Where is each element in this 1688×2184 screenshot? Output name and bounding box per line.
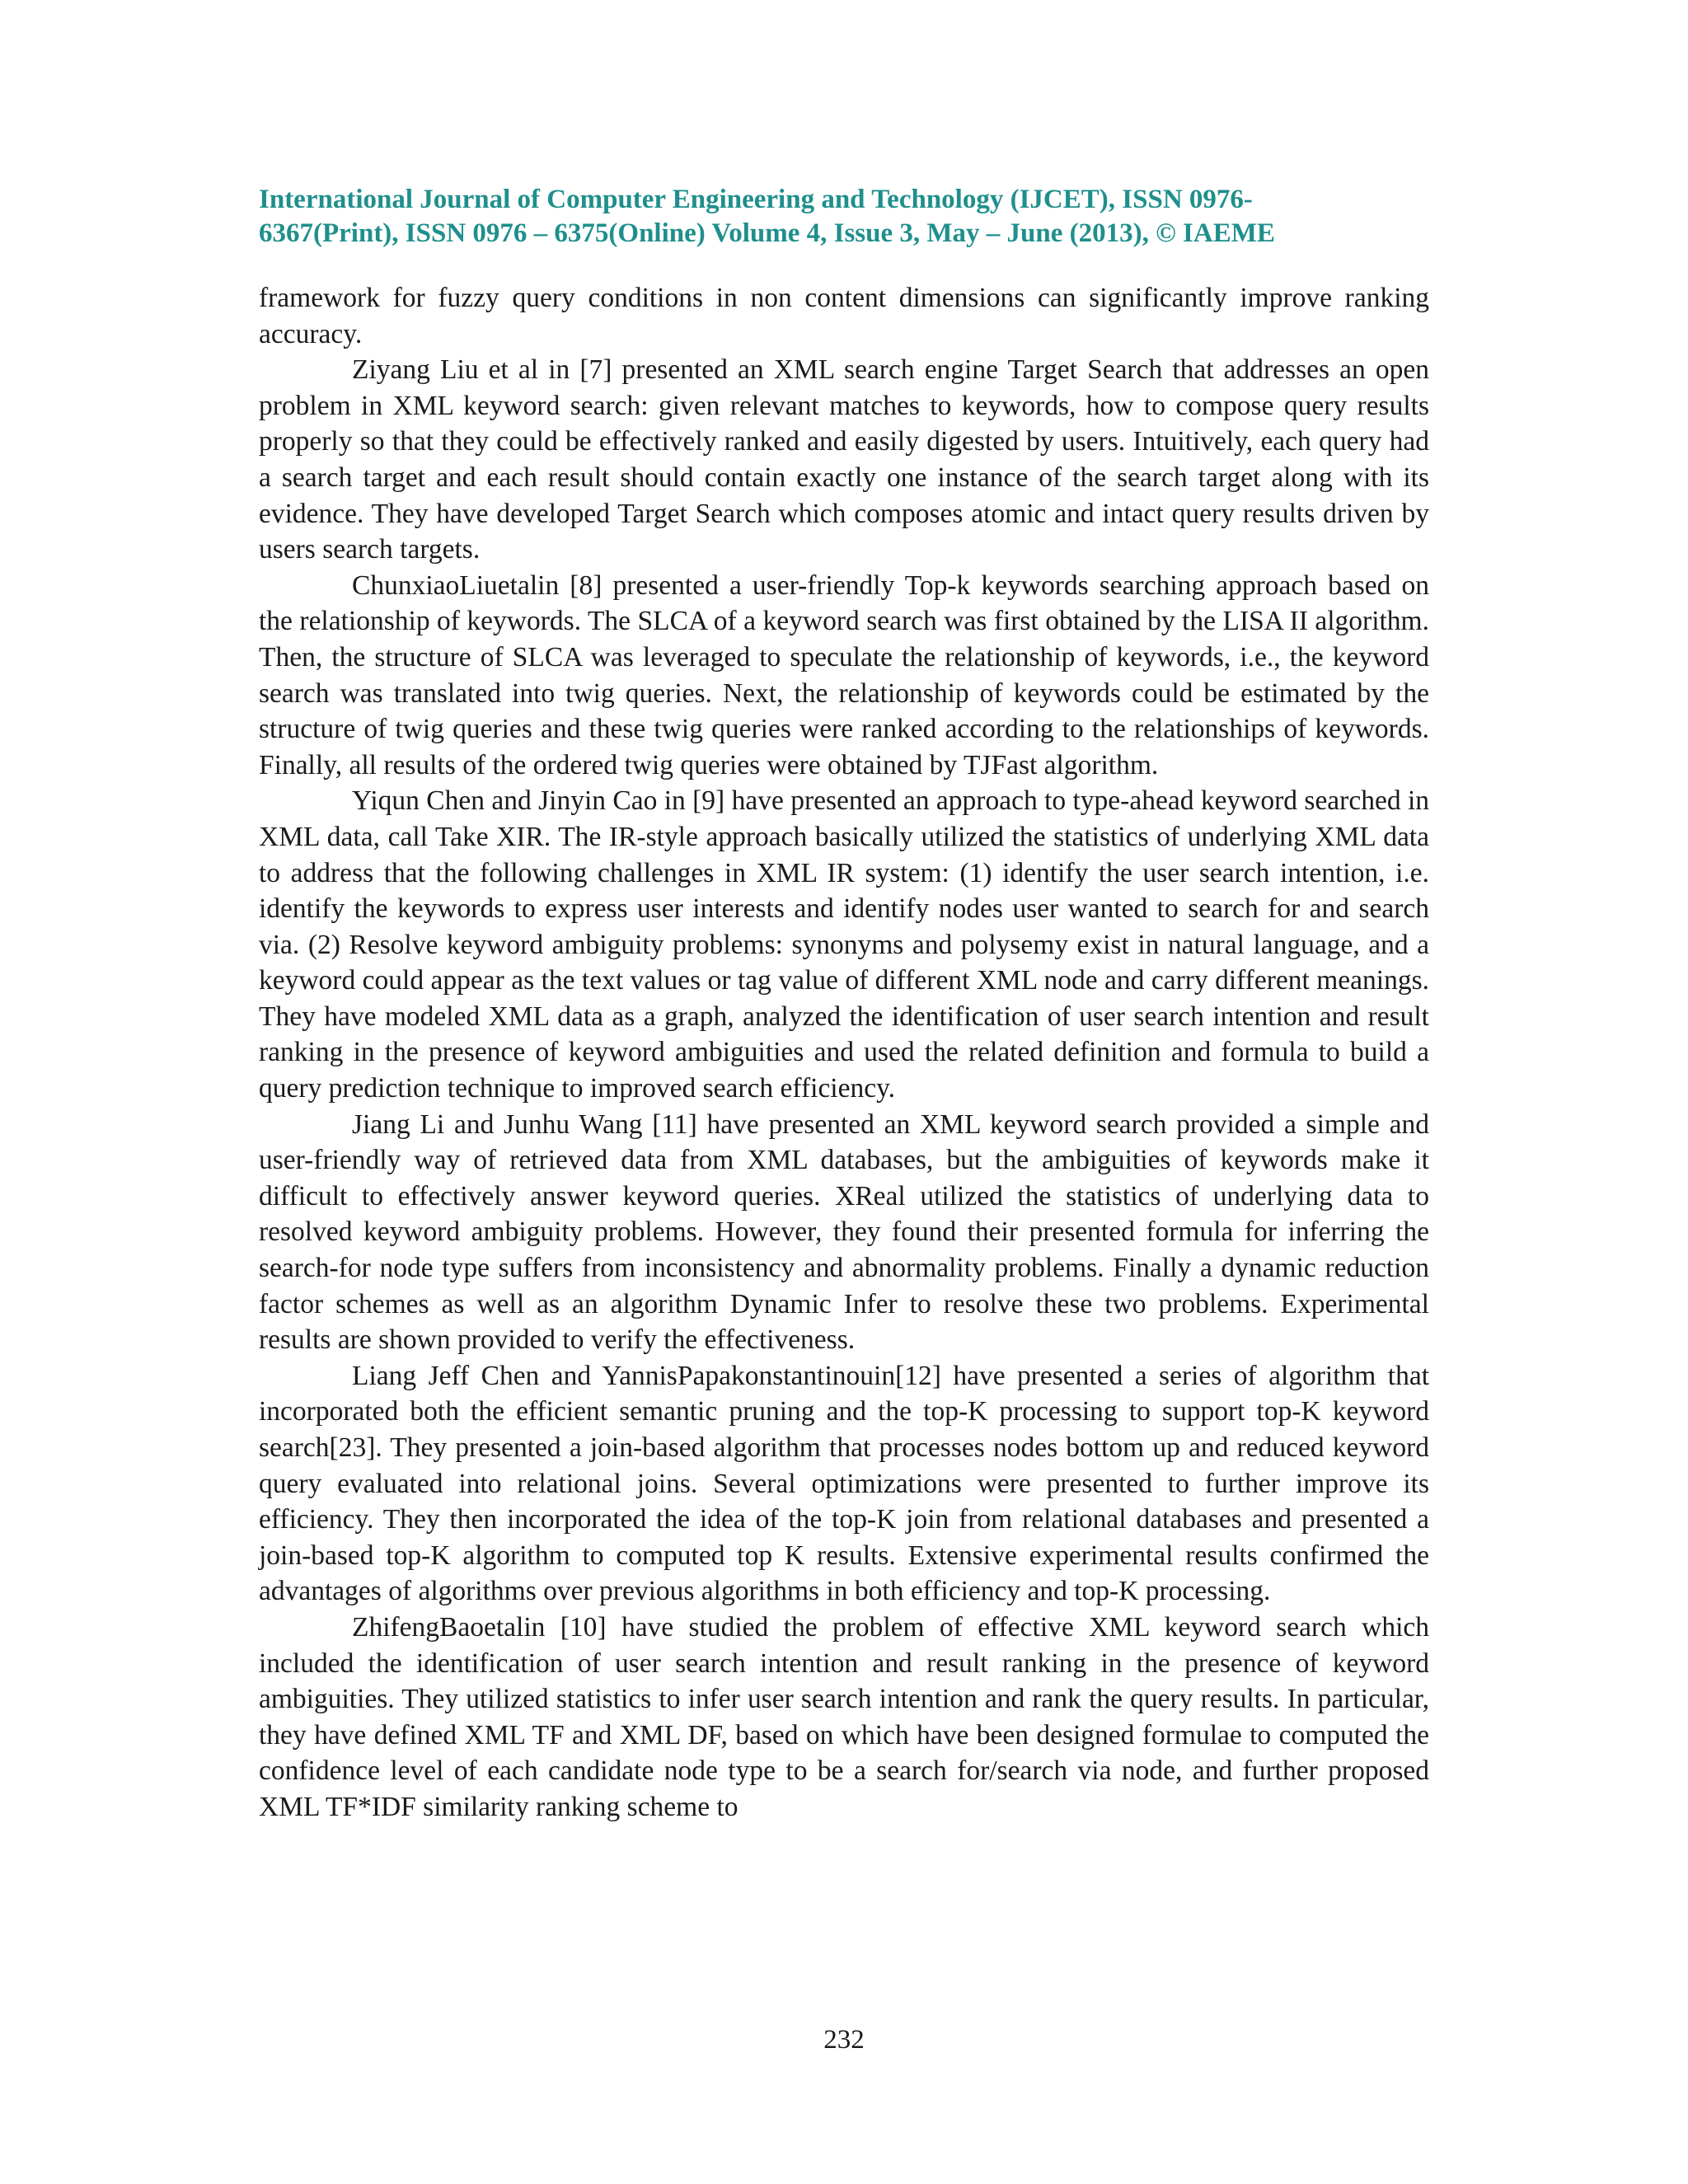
paragraph-liang-jeff-chen: Liang Jeff Chen and YannisPapakonstantinouin[12] have presented a series of algorithm that incorporated both the efficient semantic pruning and the top-K processing to support top-K keyword search[23]. They presented a join-based algorithm that processes nodes bottom up and reduced keyword query evaluated into relational joins. Several optimizations were presented to further improve its efficiency. They then incorporated the idea of the top-K join from relational databases and presented a join-based top-K algorithm to computed top K results. Extensive experimental results confirmed the advantages of algorithms over previous algorithms in both efficiency and top-K processing.: [259, 1360, 1429, 1607]
paragraph-chunxiao-liu: ChunxiaoLiuetalin [8] presented a user-friendly Top-k keywords searching approach based on the relationship of keywords. The SLCA of a keyword search was first obtained by the LISA II algorithm. Then, the structure of SLCA was leveraged to speculate the relationship of keywords, i.e., the keyword search was translated into twig queries. Next, the relationship of keywords could be estimated by the structure of twig queries and these twig queries were ranked according to the relationships of keywords. Finally, all results of the ordered twig queries were obtained by TJFast algorithm.: [259, 569, 1429, 780]
journal-header: [259, 183, 1429, 251]
paragraph-yiqun-chen: Yiqun Chen and Jinyin Cao in [9] have presented an approach to type-ahead keyword searched in XML data, call Take XIR. The IR-style approach basically utilized the statistics of underlying XML data to address that the following challenges in XML IR system: (1) identify the user search intention, i.e. identify the keywords to express user interests and identify nodes user wanted to search for and search via. (2) Resolve keyword ambiguity problems: synonyms and polysemy exist in natural language, and a keyword could appear as the text values or tag value of different XML node and carry different meanings. They have modeled XML data as a graph, analyzed the identification of user search intention and result ranking in the presence of keyword ambiguities and used the related definition and formula to build a query prediction technique to improved search efficiency.: [259, 785, 1430, 1104]
journal-header-line-2: 6367(Print), ISSN 0976 – 6375(Online) Volume 4, Issue 3, May – June (2013), © IAEME: [259, 218, 1275, 248]
paragraph-ziyang-liu: Ziyang Liu et al in [7] presented an XML search engine Target Search that addresses an open problem in XML keyword search: given relevant matches to keywords, how to compose query results properly so that they could be effectively ranked and easily digested by users. Intuitively, each query had a search target and each result should contain exactly one instance of the search target along with its evidence. They have developed Target Search which composes atomic and intact query results driven by users search targets.: [259, 354, 1429, 565]
paragraph-jiang-li: Jiang Li and Junhu Wang [11] have presented an XML keyword search provided a simple and user-friendly way of retrieved data from XML databases, but the ambiguities of keywords make it difficult to effectively answer keyword queries. XReal utilized the statistics of underlying data to resolved keyword ambiguity problems. However, they found their presented formula for inferring the search-for node type suffers from inconsistency and abnormality problems. Finally a dynamic reduction factor schemes as well as an algorithm Dynamic Infer to resolve these two problems. Experimental results are shown provided to verify the effectiveness.: [259, 1108, 1429, 1356]
body-text: [259, 280, 1429, 1825]
paragraph-continuation: framework for fuzzy query conditions in non content dimensions can significantly improve ranking accuracy.: [259, 283, 1429, 349]
journal-header-line-1: International Journal of Computer Engineering and Technology (IJCET), ISSN 0976-: [259, 185, 1253, 214]
page-number: 232: [823, 2025, 865, 2055]
paragraph-zhifeng-bao: ZhifengBaoetalin [10] have studied the problem of effective XML keyword search which included the identification of user search intention and result ranking in the presence of keyword ambiguities. They utilized statistics to infer user search intention and rank the query results. In particular, they have defined XML TF and XML DF, based on which have been designed formulae to computed the confidence level of each candidate node type to be a search for/search via node, and further proposed XML TF*IDF similarity ranking scheme to: [259, 1611, 1429, 1822]
